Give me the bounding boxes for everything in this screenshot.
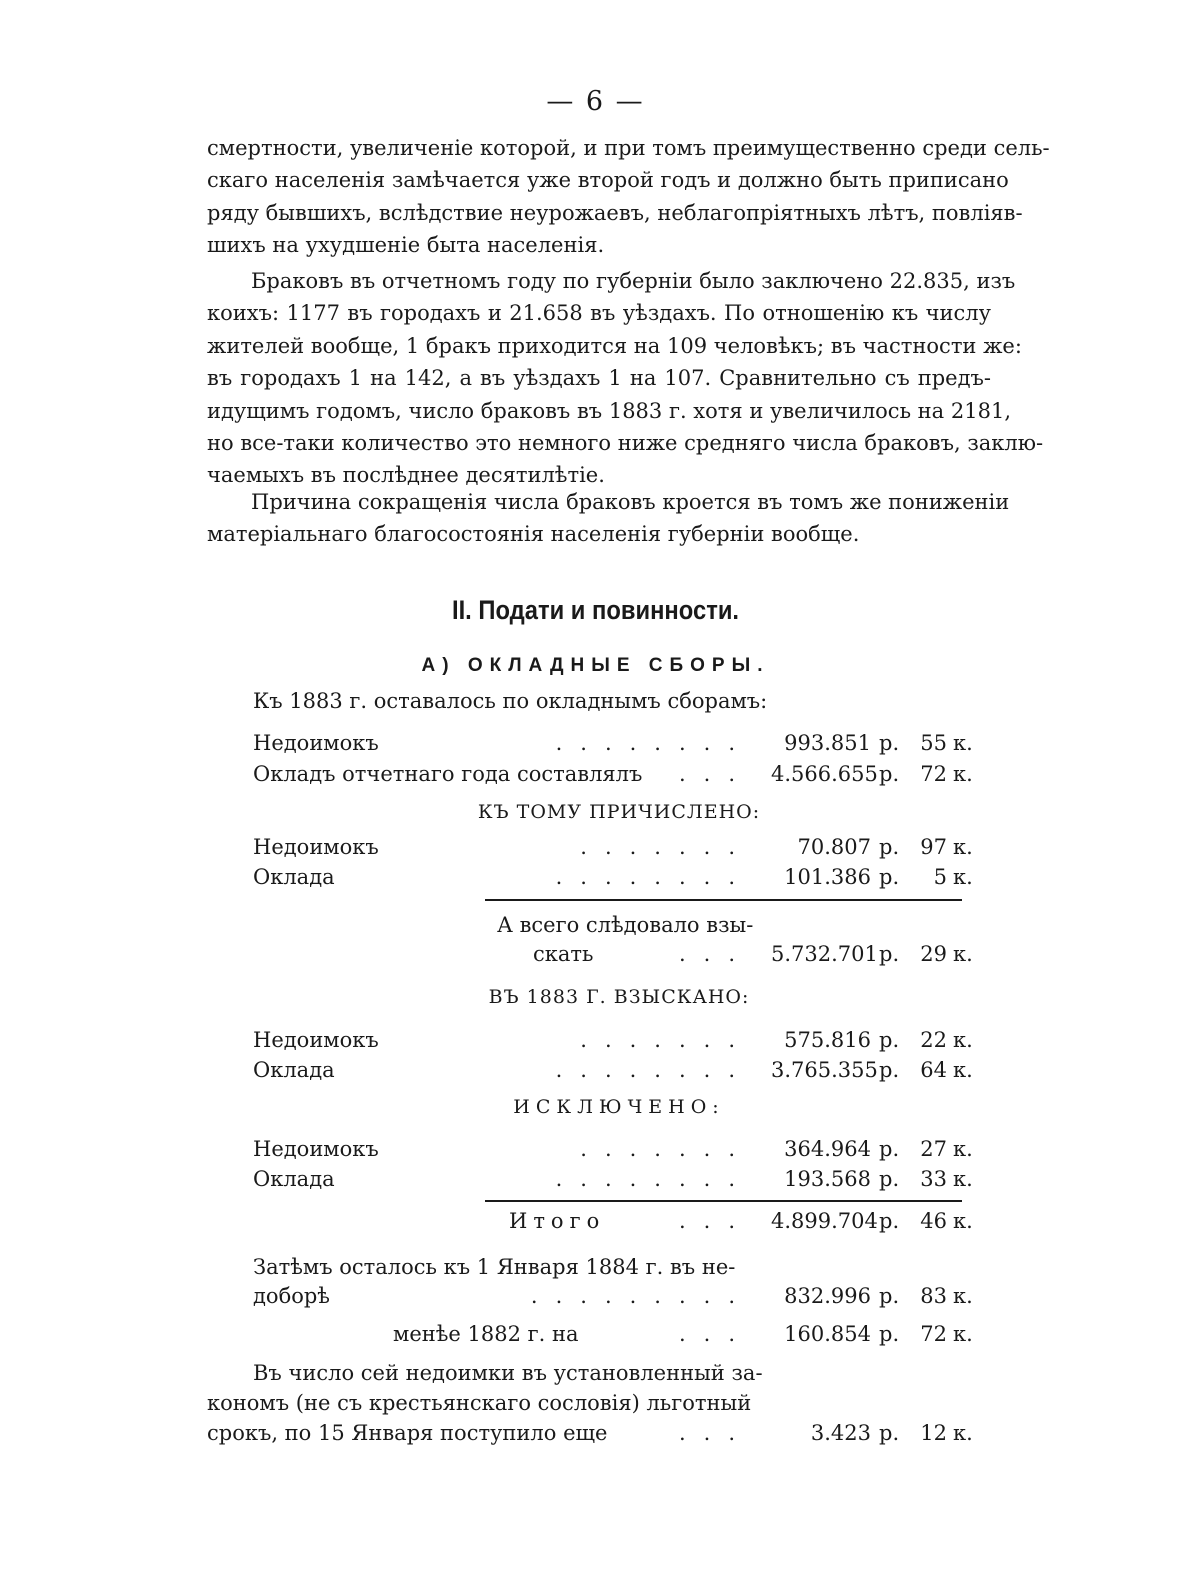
row-label: доборѣ [253, 1284, 330, 1308]
text-line: ряду бывшихъ, вслѣдствие неурожаевъ, неблагопрiятныхъ лѣтъ, повлiяв- [207, 200, 1023, 225]
amount-kopecks: 72 [920, 762, 947, 786]
rubles-abbr: р. [879, 1284, 900, 1308]
leader-dots: ... [678, 1322, 753, 1346]
amount-kopecks: 46 [920, 1209, 947, 1233]
text-line: Причина сокращенiя числа браковъ кроется въ томъ же пониженiи [251, 490, 1010, 514]
row-total-due [253, 938, 985, 970]
amount-rubles: 575.816 [784, 1028, 871, 1052]
row-less-1882 [253, 1318, 985, 1350]
row-assessment [253, 758, 985, 790]
leader-dots: ... [678, 942, 753, 966]
row-added-arrears [253, 831, 985, 863]
row-label: Окладъ отчетнаго года составлялъ [253, 762, 643, 786]
row-label: Недоимокъ [253, 835, 379, 859]
caption-collected: ВЪ 1883 Г. ВЗЫСКАНО: [488, 986, 750, 1008]
leader-dots: ....... [580, 1137, 753, 1161]
leader-dots: ........ [555, 1167, 753, 1191]
paragraph-mortality [207, 132, 1050, 262]
rubles-abbr: р. [879, 1058, 900, 1082]
intro-line: Къ 1883 г. оставалось по окладнымъ сборамъ: [253, 689, 768, 713]
amount-kopecks: 29 [920, 942, 947, 966]
text-line: въ городахъ 1 на 142, а въ уѣздахъ 1 на 107. Сравнительно съ предъ- [207, 366, 991, 391]
amount-kopecks: 97 [920, 835, 947, 859]
text-line: смертности, увеличенiе которой, и при томъ преимущественно среди сель- [207, 136, 1050, 160]
rubles-abbr: р. [879, 1028, 900, 1052]
sum-rule [485, 899, 962, 901]
kopecks-abbr: к. [953, 1421, 973, 1445]
amount-kopecks: 27 [920, 1137, 947, 1161]
rubles-abbr: р. [879, 1421, 900, 1445]
row-remaining-arrears [253, 727, 985, 759]
rubles-abbr: р. [879, 865, 900, 889]
leader-dots: ... [678, 762, 753, 786]
row-received [207, 1417, 985, 1449]
subsection-title: А) ОКЛАДНЫЕ СБОРЫ. [421, 655, 770, 676]
amount-rubles: 70.807 [797, 835, 871, 859]
row-collected-assessment [253, 1054, 985, 1086]
kopecks-abbr: к. [953, 1137, 973, 1161]
kopecks-abbr: к. [953, 942, 973, 966]
rubles-abbr: р. [879, 835, 900, 859]
amount-kopecks: 55 [920, 731, 947, 755]
amount-kopecks: 64 [920, 1058, 947, 1082]
text-line: скаго населенiя замѣчается уже второй годъ и должно быть приписано [207, 168, 1009, 193]
amount-kopecks: 33 [920, 1167, 947, 1191]
section-title: II. Подати и повинности. [451, 595, 740, 625]
kopecks-abbr: к. [953, 1284, 973, 1308]
page-number: — 6 — [546, 86, 645, 117]
caption-added: КЪ ТОМУ ПРИЧИСЛЕНО: [477, 801, 761, 823]
kopecks-abbr: к. [953, 1058, 973, 1082]
total-due-label-line1: А всего слѣдовало взы- [497, 913, 754, 937]
text-line: коихъ: 1177 въ городахъ и 21.658 въ уѣздахъ. По отношенiю къ числу [207, 301, 991, 326]
leader-dots: ....... [580, 835, 753, 859]
received-label-line1: Въ число сей недоимки въ установленный за- [253, 1361, 763, 1385]
leader-dots: ... [678, 1209, 753, 1233]
amount-rubles: 5.732.701 [771, 942, 878, 966]
row-collected-arrears [253, 1024, 985, 1056]
sum-rule [485, 1200, 962, 1202]
amount-kopecks: 72 [920, 1322, 947, 1346]
row-label: Оклада [253, 1058, 335, 1082]
row-label: Недоимокъ [253, 731, 379, 755]
paragraph-marriages [207, 265, 1044, 492]
amount-rubles: 4.566.655 [771, 762, 878, 786]
leader-dots: ....... [580, 1028, 753, 1052]
kopecks-abbr: к. [953, 865, 973, 889]
rubles-abbr: р. [879, 1209, 900, 1233]
kopecks-abbr: к. [953, 1028, 973, 1052]
row-label: Оклада [253, 865, 335, 889]
amount-kopecks: 83 [920, 1284, 947, 1308]
text-line: чаемыхъ въ послѣднее десятилѣтiе. [207, 463, 605, 488]
row-label: Недоимокъ [253, 1137, 379, 1161]
row-label: Недоимокъ [253, 1028, 379, 1052]
kopecks-abbr: к. [953, 1322, 973, 1346]
row-total [253, 1205, 985, 1237]
rubles-abbr: р. [879, 942, 900, 966]
leader-dots: ......... [530, 1284, 753, 1308]
text-line: матерiальнаго благосостоянiя населенiя губернiи вообще. [207, 522, 860, 547]
text-line: шихъ на ухудшенiе быта населенiя. [207, 233, 605, 258]
kopecks-abbr: к. [953, 835, 973, 859]
leader-dots: ........ [555, 865, 753, 889]
kopecks-abbr: к. [953, 731, 973, 755]
shortfall-label-line1: Затѣмъ осталось къ 1 Января 1884 г. въ не- [253, 1255, 736, 1279]
rubles-abbr: р. [879, 1167, 900, 1191]
text-line: Браковъ въ отчетномъ году по губернiи было заключено 22.835, изъ [251, 269, 1016, 293]
amount-rubles: 193.568 [784, 1167, 871, 1191]
row-excluded-assessment [253, 1163, 985, 1195]
leader-dots: ... [678, 1421, 753, 1445]
rubles-abbr: р. [879, 1322, 900, 1346]
row-shortfall [253, 1280, 985, 1312]
amount-rubles: 832.996 [784, 1284, 871, 1308]
rubles-abbr: р. [879, 1137, 900, 1161]
kopecks-abbr: к. [953, 1209, 973, 1233]
amount-kopecks: 5 [933, 865, 947, 889]
paragraph-cause [207, 486, 1010, 551]
amount-kopecks: 22 [920, 1028, 947, 1052]
kopecks-abbr: к. [953, 762, 973, 786]
amount-rubles: 3.765.355 [771, 1058, 878, 1082]
amount-rubles: 101.386 [784, 865, 871, 889]
row-label: скать [533, 942, 594, 966]
rubles-abbr: р. [879, 762, 900, 786]
kopecks-abbr: к. [953, 1167, 973, 1191]
rubles-abbr: р. [879, 731, 900, 755]
amount-rubles: 993.851 [784, 731, 871, 755]
leader-dots: ........ [555, 731, 753, 755]
text-line: жителей вообще, 1 бракъ приходится на 109 человѣкъ; въ частности же: [207, 333, 1022, 358]
amount-rubles: 3.423 [810, 1421, 871, 1445]
row-label: Итого [509, 1209, 606, 1233]
text-line: идущимъ годомъ, число браковъ въ 1883 г. хотя и увеличилось на 2181, [207, 398, 1011, 423]
leader-dots: ........ [555, 1058, 753, 1082]
row-label: менѣе 1882 г. на [393, 1322, 579, 1346]
text-line: но все-таки количество это немного ниже средняго числа браковъ, заклю- [207, 430, 1044, 455]
row-label: Оклада [253, 1167, 335, 1191]
amount-rubles: 364.964 [784, 1137, 871, 1161]
amount-kopecks: 12 [920, 1421, 947, 1445]
amount-rubles: 4.899.704 [771, 1209, 878, 1233]
row-added-assessment [253, 861, 985, 893]
row-label: срокъ, по 15 Января поступило еще [207, 1421, 608, 1445]
received-label-line2: кономъ (не съ крестьянскаго сословiя) льготный [207, 1391, 752, 1415]
amount-rubles: 160.854 [784, 1322, 871, 1346]
row-excluded-arrears [253, 1133, 985, 1165]
caption-excluded: ИСКЛЮЧЕНО: [513, 1096, 725, 1118]
